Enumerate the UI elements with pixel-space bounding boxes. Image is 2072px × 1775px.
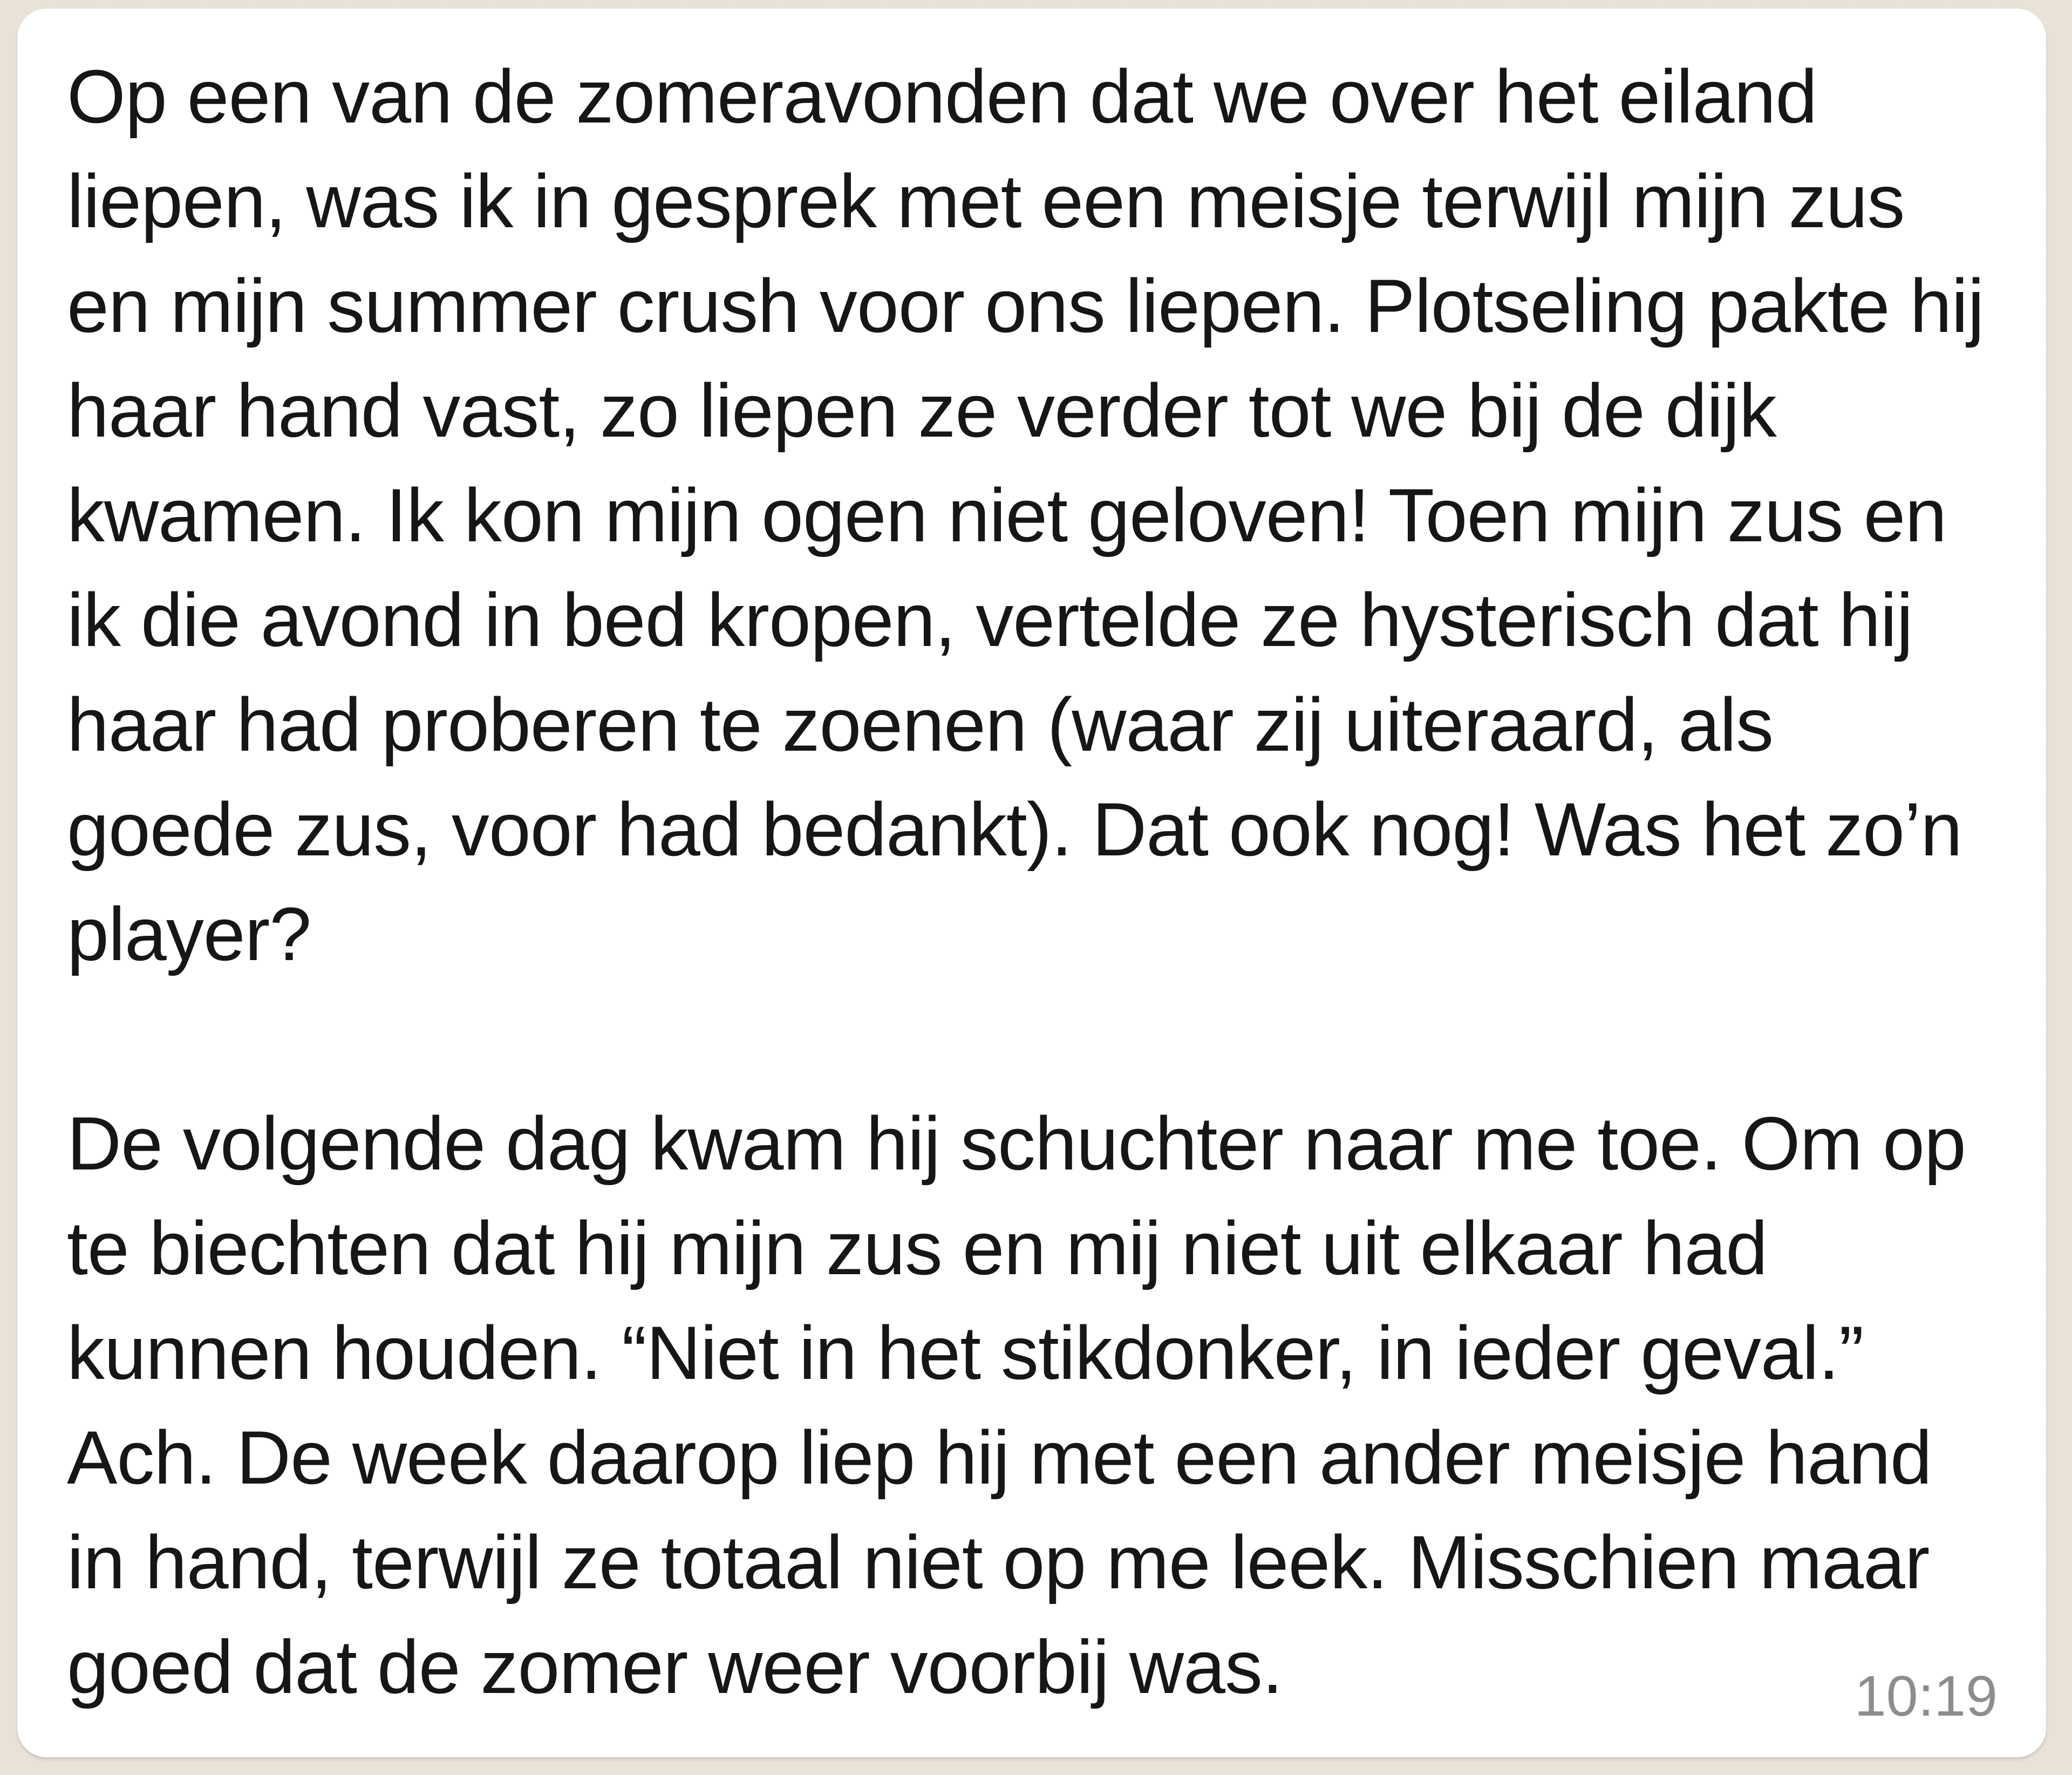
message-text (67, 44, 2031, 1719)
message-paragraph-1: Op een van de zomeravonden dat we over het eiland liepen, was ik in gesprek met een meisje terwijl mijn zus en mijn summer crush voor ons liepen. Plotseling pakte hij haar hand vast, zo liepen ze verder tot we bij de dijk kwamen. Ik kon mijn ogen niet geloven! Toen mijn zus en ik die avond in bed kropen, vertelde ze hysterisch dat hij haar had proberen te zoenen (waar zij uiteraard, als goede zus, voor had bedankt). Dat ook nog! Was het zo’n player? (67, 54, 1984, 976)
message-timestamp: 10:19 (1854, 1664, 1998, 1728)
message-paragraph-2: De volgende dag kwam hij schuchter naar me toe. Om op te biechten dat hij mijn zus en mij niet uit elkaar had kunnen houden. “Niet in het stikdonker, in ieder geval.” Ach. De week daarop liep hij met een ander meisje hand in hand, terwijl ze totaal niet op me leek. Misschien maar goed dat de zomer weer voorbij was. (67, 1101, 1966, 1709)
message-bubble[interactable] (17, 9, 2046, 1757)
